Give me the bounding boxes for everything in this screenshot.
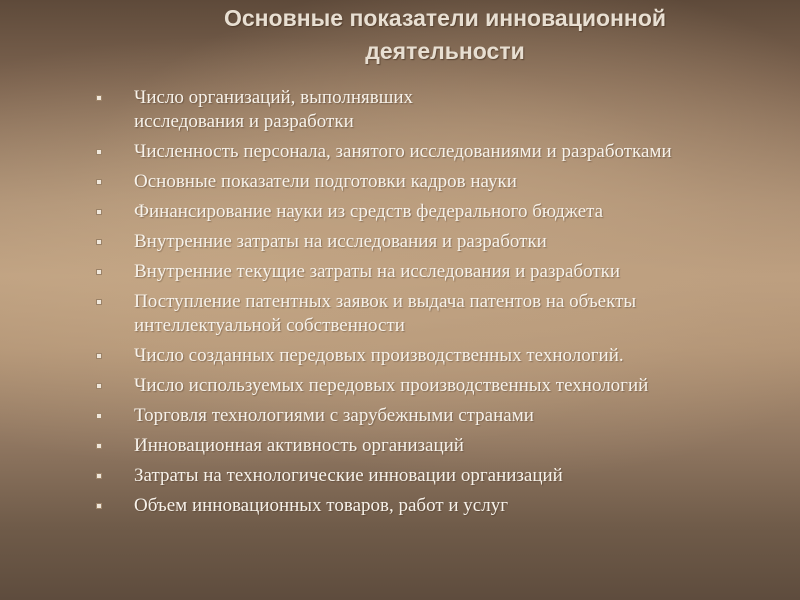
bullet-square-icon xyxy=(96,269,102,275)
bullet-square-icon xyxy=(96,239,102,245)
list-item xyxy=(96,140,694,164)
list-item-text: Торговля технологиями с зарубежными странами xyxy=(134,405,534,426)
bullet-square-icon xyxy=(96,299,102,305)
list-item-text: Основные показатели подготовки кадров науки xyxy=(134,171,517,192)
list-item xyxy=(96,200,786,224)
list-item xyxy=(96,344,786,368)
list-item xyxy=(96,260,786,284)
list-item xyxy=(96,170,786,194)
list-item xyxy=(96,290,786,338)
slide-title xyxy=(150,2,740,68)
list-item-text: Число организаций, выполнявших исследования и разработки xyxy=(134,87,413,132)
bullet-square-icon xyxy=(96,503,102,509)
bullet-square-icon xyxy=(96,443,102,449)
indicator-bullet-list xyxy=(96,86,786,524)
list-item xyxy=(96,374,714,398)
bullet-square-icon xyxy=(96,383,102,389)
list-item xyxy=(96,230,786,254)
list-item-text: Внутренние текущие затраты на исследования и разработки xyxy=(134,261,621,282)
list-item-text: Число используемых передовых производственных технологий xyxy=(134,375,649,396)
list-item xyxy=(96,404,786,428)
list-item xyxy=(96,434,786,458)
bullet-square-icon xyxy=(96,473,102,479)
bullet-square-icon xyxy=(96,413,102,419)
list-item xyxy=(96,494,786,518)
slide-title-line-2: деятельности xyxy=(365,38,525,64)
list-item-text: Объем инновационных товаров, работ и услуг xyxy=(134,495,508,516)
list-item-text: Финансирование науки из средств федерального бюджета xyxy=(134,201,604,222)
bullet-square-icon xyxy=(96,353,102,359)
bullet-square-icon xyxy=(96,95,102,101)
bullet-square-icon xyxy=(96,209,102,215)
list-item xyxy=(96,464,786,488)
list-item xyxy=(96,86,494,134)
list-item-text: Численность персонала, занятого исследованиями и разработками xyxy=(134,141,672,162)
slide-title-line-1: Основные показатели инновационной xyxy=(223,5,667,31)
list-item-text: Число созданных передовых производственных технологий. xyxy=(134,345,624,366)
list-item-text: Поступление патентных заявок и выдача патентов на объекты интеллектуальной собственности xyxy=(134,291,637,336)
bullet-square-icon xyxy=(96,149,102,155)
list-item-text: Затраты на технологические инновации организаций xyxy=(134,465,563,486)
list-item-text: Инновационная активность организаций xyxy=(134,435,464,456)
list-item-text: Внутренние затраты на исследования и разработки xyxy=(134,231,547,252)
bullet-square-icon xyxy=(96,179,102,185)
